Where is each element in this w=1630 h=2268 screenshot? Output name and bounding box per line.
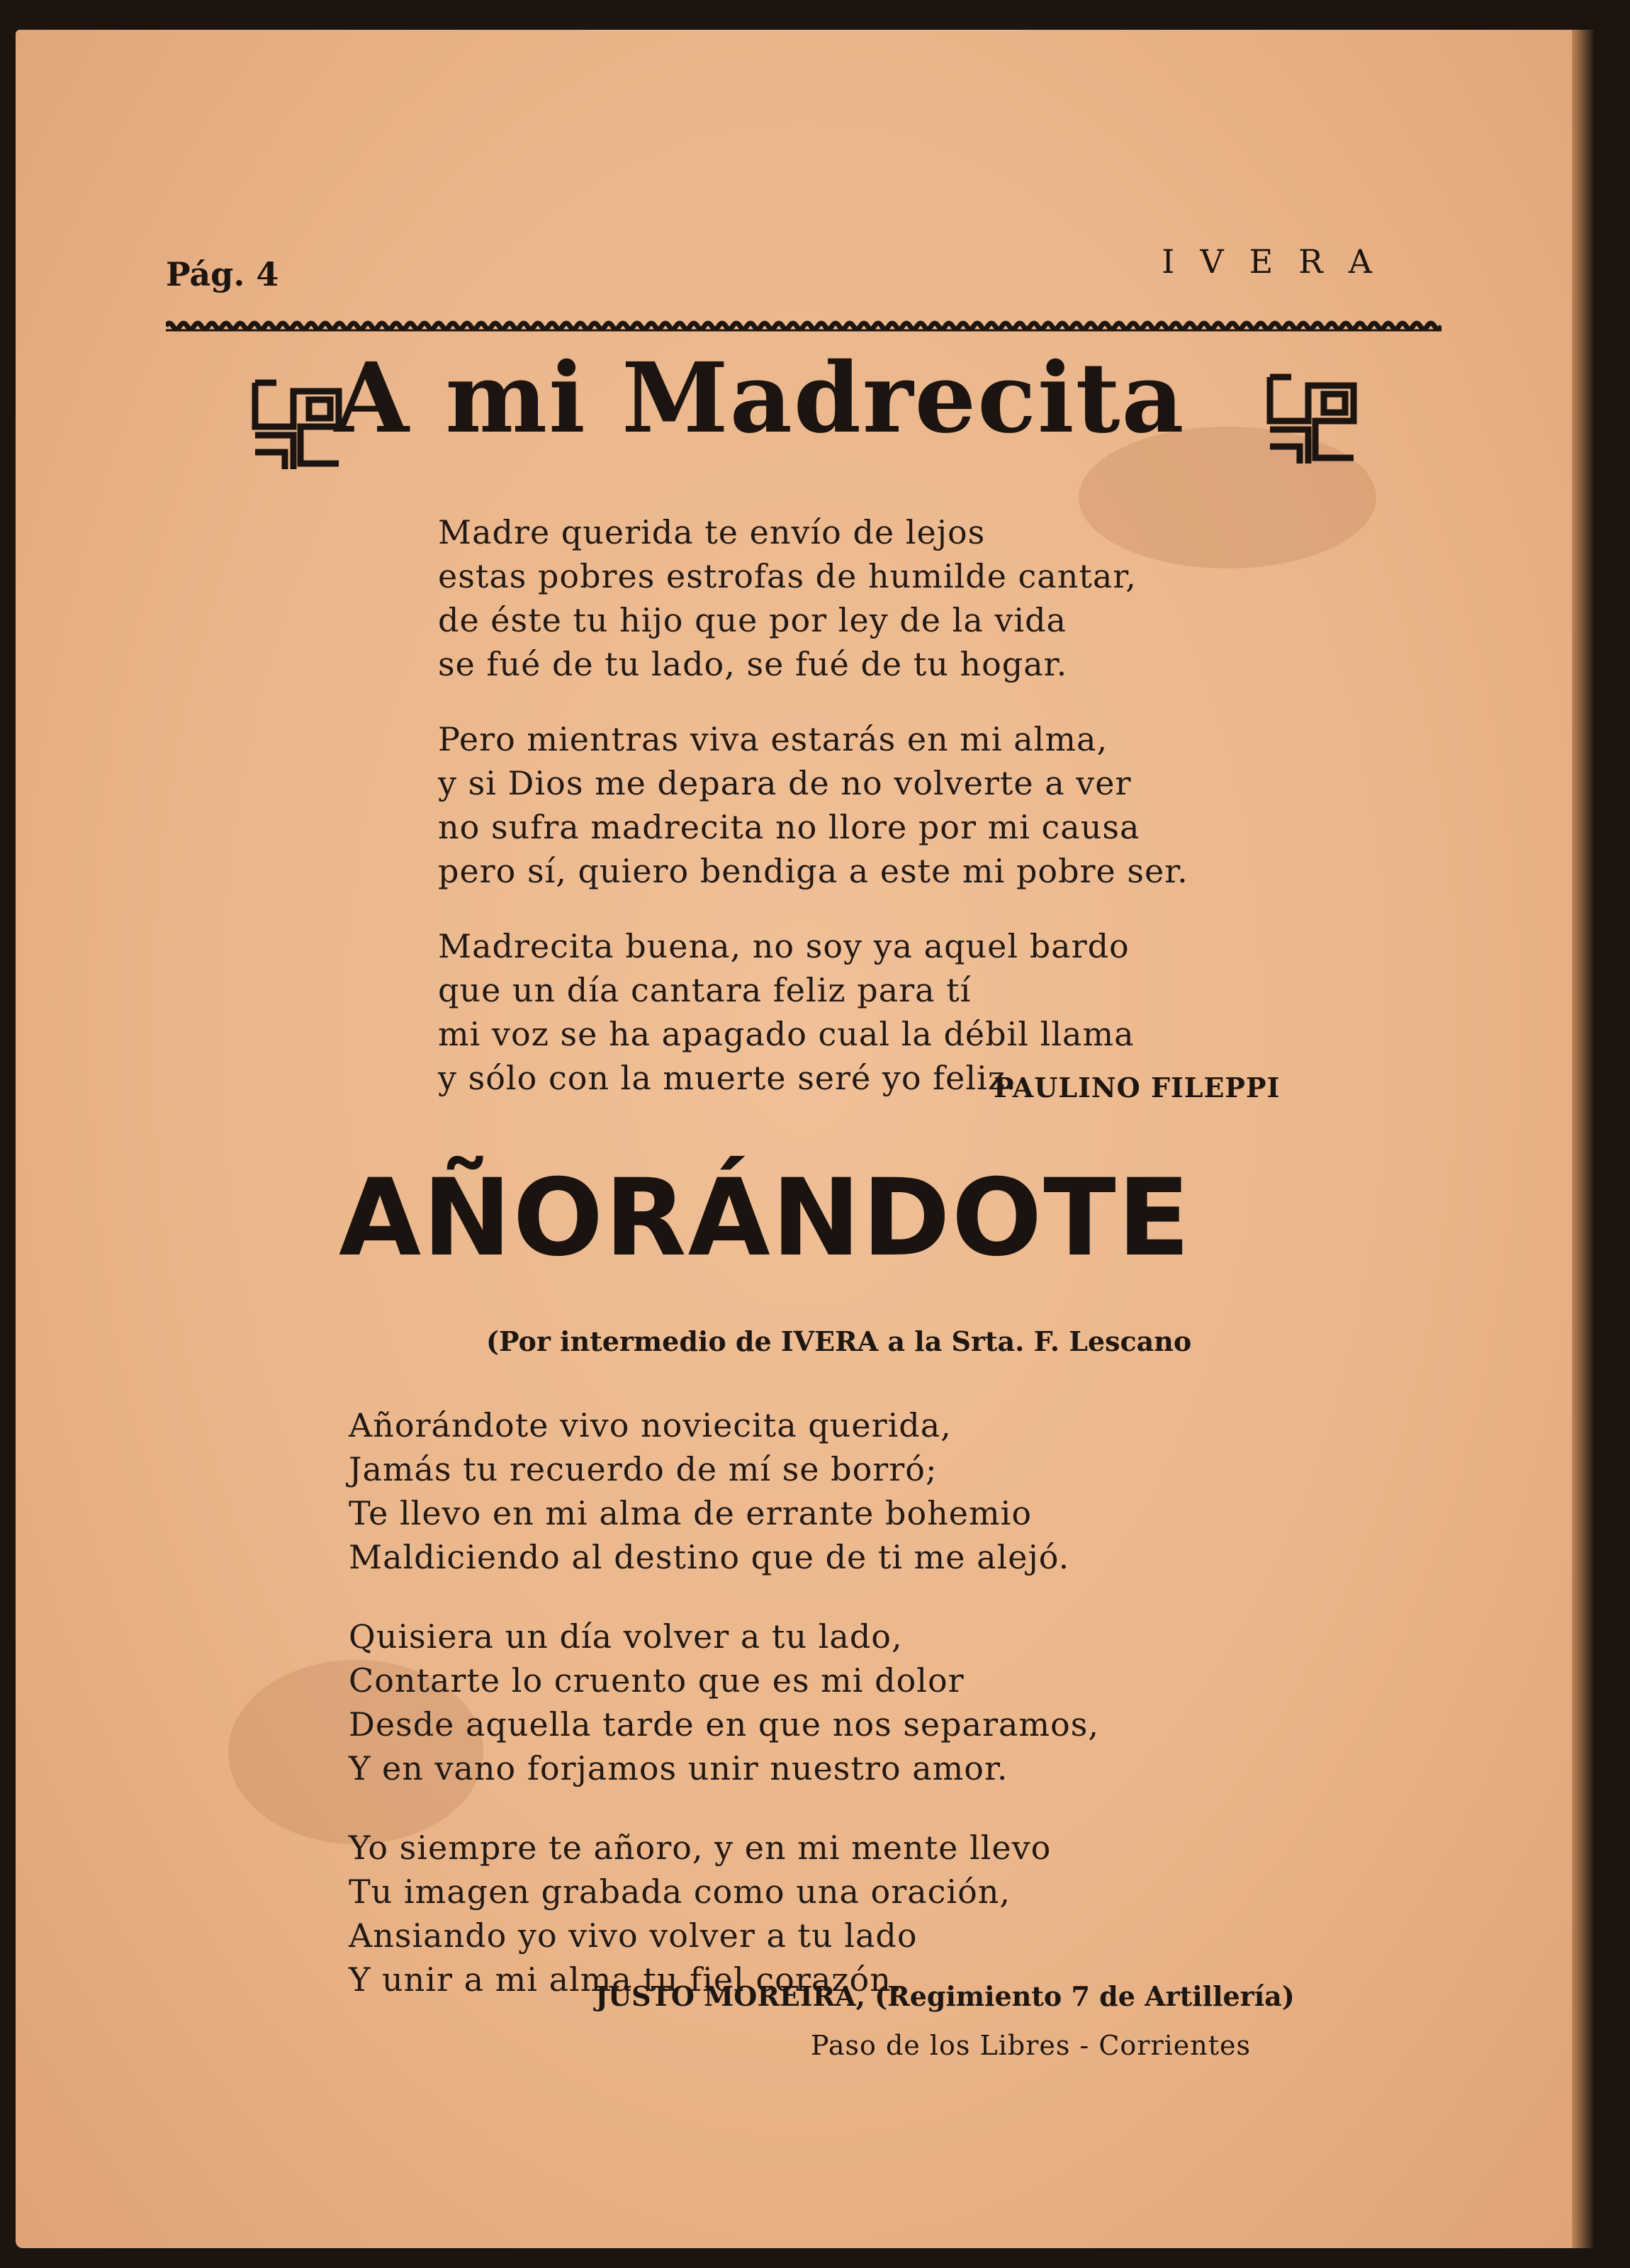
wavy-header-rule (166, 319, 1441, 335)
verse-line: Yo siempre te añoro, y en mi mente llevo (349, 1829, 1052, 1867)
verse-line: y sólo con la muerte seré yo feliz. (438, 1059, 1017, 1097)
verse-line: y si Dios me depara de no volverte a ver (438, 764, 1132, 802)
poem-title: AÑORÁNDOTE (339, 1157, 1192, 1280)
verse-line: mi voz se ha apagado cual la débil llama (438, 1015, 1135, 1053)
poem-body (438, 510, 1359, 1131)
verse-line: Y en vano forjamos unir nuestro amor. (349, 1749, 1008, 1787)
verse-line: Te llevo en mi alma de errante bohemio (349, 1494, 1033, 1532)
verse-line: estas pobres estrofas de humilde cantar, (438, 557, 1137, 595)
verse-line: que un día cantara feliz para tí (438, 971, 972, 1009)
verse-line: Madre querida te envío de lejos (438, 513, 986, 551)
stanza (438, 717, 1359, 893)
stanza (349, 1826, 1355, 2002)
verse-line: pero sí, quiero bendiga a este mi pobre ser. (438, 852, 1188, 890)
author-location: Paso de los Libres - Corrientes (811, 2030, 1252, 2061)
fret-glyph-icon (1263, 370, 1364, 469)
magazine-name: IVERA (1162, 242, 1398, 281)
poem-body (349, 1403, 1355, 2037)
poem-title: A mi Madrecita (334, 342, 1186, 455)
poem-dedication: (Por intermedio de IVERA a la Srta. F. Lescano (486, 1325, 1192, 1357)
verse-line: Desde aquella tarde en que nos separamos, (349, 1705, 1099, 1744)
verse-line: no sufra madrecita no llore por mi causa (438, 808, 1140, 846)
page-number: Pág. 4 (166, 255, 279, 293)
verse-line: Maldiciendo al destino que de ti me alejó. (349, 1538, 1070, 1576)
poem-author: JUSTO MOREIRA, (Regimiento 7 de Artillería) (595, 1980, 1295, 2012)
verse-line: Tu imagen grabada como una oración, (349, 1873, 1011, 1911)
poem-author: PAULINO FILEPPI (994, 1072, 1281, 1104)
verse-line: Jamás tu recuerdo de mí se borró; (349, 1450, 938, 1488)
stanza (349, 1403, 1355, 1579)
verse-line: Pero mientras viva estarás en mi alma, (438, 720, 1108, 758)
stanza (438, 510, 1359, 686)
verse-line: Y unir a mi alma tu fiel corazón. (349, 1960, 903, 1999)
verse-line: Madrecita buena, no soy ya aquel bardo (438, 927, 1130, 965)
verse-line: Quisiera un día volver a tu lado, (349, 1617, 903, 1656)
magazine-page (16, 30, 1593, 2248)
verse-line: se fué de tu lado, se fué de tu hogar. (438, 645, 1068, 683)
verse-line: Ansiando yo vivo volver a tu lado (349, 1916, 918, 1955)
verse-line: Contarte lo cruento que es mi dolor (349, 1661, 965, 1700)
stanza (349, 1615, 1355, 1790)
verse-line: Añorándote vivo noviecita querida, (349, 1406, 952, 1444)
page-spine-shadow (1572, 30, 1593, 2248)
verse-line: de éste tu hijo que por ley de la vida (438, 601, 1067, 639)
